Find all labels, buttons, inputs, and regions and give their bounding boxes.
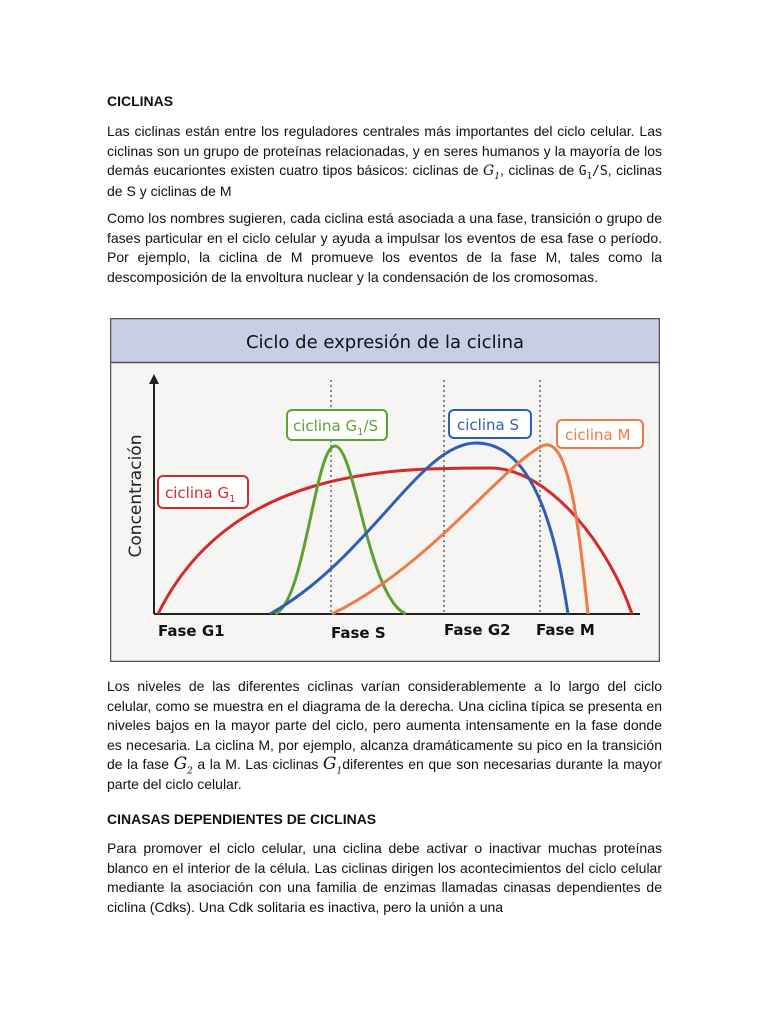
cyclin-expression-figure <box>110 318 660 667</box>
label-cyclin-g1: ciclina $G_1$ <box>165 484 236 505</box>
label-cyclin-m: ciclina M <box>565 426 631 444</box>
label-cyclin-g1s: ciclina $G_1/S$ <box>293 417 379 438</box>
math-g1-inline: $G_1$ <box>322 754 343 777</box>
paragraph-ciclinas-fases: Como los nombres sugieren, cada ciclina está asociada a una fase, transición o grupo de fases particular en el ciclo celular y ayuda a impulsar los eventos de esa fase o período. Por ejemplo, la ciclina de M promueve los eventos de la fase M, tales como la descomposición de la envoltura nuclear y la condensación de los cromosomas. <box>107 210 662 285</box>
figure-title: Ciclo de expresión de la ciclina <box>245 332 525 353</box>
math-g1s: $G_1/S$ <box>578 164 608 182</box>
phase-label-g1: Fase G1 <box>158 622 225 640</box>
section-heading-ciclinas: CICLINAS <box>107 93 174 109</box>
label-cyclin-s: ciclina S <box>457 416 519 434</box>
cyclin-diagram <box>110 318 660 662</box>
section-heading-cinasas: CINASAS DEPENDIENTES DE CICLINAS <box>107 811 377 827</box>
phase-label-s: Fase S <box>331 624 386 642</box>
y-axis-label: Concentración <box>126 434 146 558</box>
phase-label-g2: Fase G2 <box>444 621 511 639</box>
paragraph-ciclinas-intro: Las ciclinas están entre los reguladores centrales más importantes del ciclo celular. Las ciclinas son un grupo de proteínas relacionadas, y en seres humanos y la mayoría de los demás eucariontes existen cuatro tipos básicos: ciclinas de $G_1$, ciclinas de $G_1/S$, ciclinas de S y ciclinas de M <box>107 123 662 199</box>
paragraph-niveles-ciclinas: Los niveles de las diferentes ciclinas varían considerablemente a lo largo del ciclo celular, como se muestra en el diagrama de la derecha. Una ciclina típica se presenta en niveles bajos en la mayor parte del ciclo, pero aumenta intensamente en la fase donde es necesaria. La ciclina M, por ejemplo, alcanza dramáticamente su pico en la transición de la fase $G_2$ a la M. Las ciclinas $G_1diferentes$ en que son necesarias durante la mayor parte del ciclo celular. <box>107 678 662 792</box>
math-g2: $G_2$ <box>173 754 193 777</box>
math-g1: $G_1$ <box>483 163 500 182</box>
phase-label-m: Fase M <box>536 621 595 639</box>
paragraph-cinasas: Para promover el ciclo celular, una ciclina debe activar o inactivar muchas proteínas blanco en el interior de la célula. Las ciclinas dirigen los acontecimientos del ciclo celular mediante la asociación con una familia de enzimas llamadas cinasas dependientes de ciclina (Cdks). Una Cdk solitaria es inactiva, pero la unión a una <box>107 840 662 915</box>
